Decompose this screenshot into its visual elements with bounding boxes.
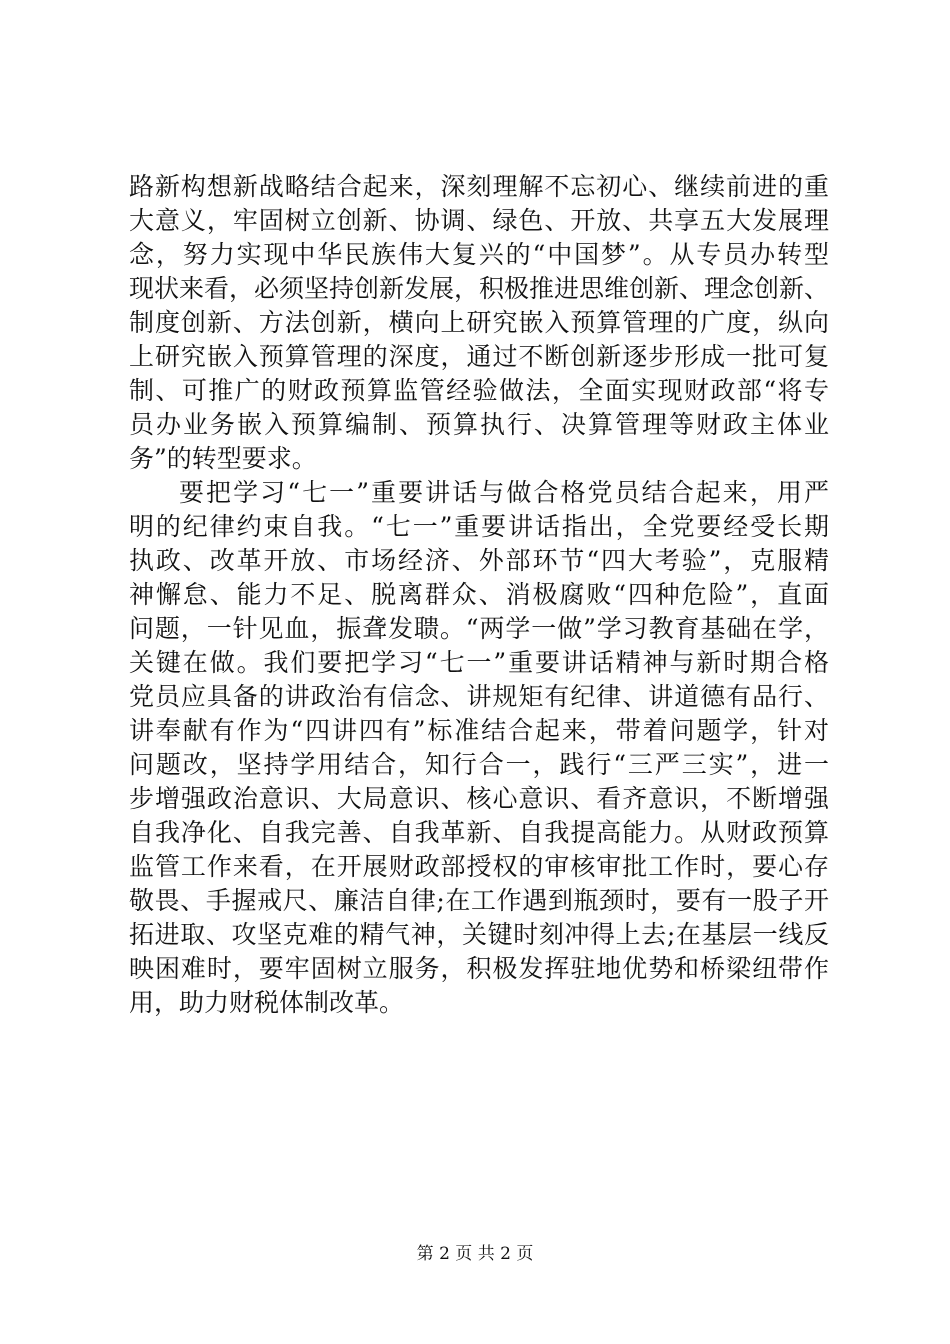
text-line: 执政、改革开放、市场经济、外部环节“四大考验”，克服精: [129, 546, 829, 575]
text-line: 问题，一针见血，振聋发聩。“两学一做”学习教育基础在学，: [129, 614, 829, 643]
text-line: 要把学习“七一”重要讲话与做合格党员结合起来，用严: [179, 478, 829, 507]
text-line: 步增强政治意识、大局意识、核心意识、看齐意识，不断增强: [129, 784, 829, 813]
text-line: 敬畏、手握戒尺、廉洁自律;在工作遇到瓶颈时，要有一股子开: [129, 886, 829, 915]
text-line: 关键在做。我们要把学习“七一”重要讲话精神与新时期合格: [129, 648, 829, 677]
text-line: 员办业务嵌入预算编制、预算执行、决算管理等财政主体业: [129, 410, 829, 439]
text-line: 映困难时，要牢固树立服务，积极发挥驻地优势和桥梁纽带作: [129, 954, 829, 983]
page-footer: 第 2 页 共 2 页: [416, 1244, 534, 1264]
text-line: 问题改，坚持学用结合，知行合一，践行“三严三实”，进一: [129, 750, 829, 779]
text-line: 监管工作来看，在开展财政部授权的审核审批工作时，要心存: [129, 852, 829, 881]
text-line: 用，助力财税体制改革。: [129, 988, 405, 1017]
text-line: 念，努力实现中华民族伟大复兴的“中国梦”。从专员办转型: [129, 240, 829, 269]
paragraph: [129, 170, 829, 476]
text-line: 大意义，牢固树立创新、协调、绿色、开放、共享五大发展理: [129, 206, 829, 235]
text-line: 务”的转型要求。: [129, 444, 317, 473]
text-line: 现状来看，必须坚持创新发展，积极推进思维创新、理念创新、: [129, 274, 830, 303]
text-line: 上研究嵌入预算管理的深度，通过不断创新逐步形成一批可复: [129, 342, 829, 371]
document-body: [129, 170, 829, 1020]
text-line: 制、可推广的财政预算监管经验做法，全面实现财政部“将专: [129, 376, 829, 405]
text-line: 党员应具备的讲政治有信念、讲规矩有纪律、讲道德有品行、: [129, 682, 829, 711]
text-line: 明的纪律约束自我。“七一”重要讲话指出，全党要经受长期: [129, 512, 829, 541]
text-line: 神懈怠、能力不足、脱离群众、消极腐败“四种危险”，直面: [129, 580, 829, 609]
text-line: 拓进取、攻坚克难的精气神，关键时刻冲得上去;在基层一线反: [129, 920, 829, 949]
text-line: 讲奉献有作为“四讲四有”标准结合起来，带着问题学，针对: [129, 716, 829, 745]
paragraph: [129, 476, 829, 1020]
text-line: 路新构想新战略结合起来，深刻理解不忘初心、继续前进的重: [129, 172, 829, 201]
text-line: 制度创新、方法创新，横向上研究嵌入预算管理的广度，纵向: [129, 308, 829, 337]
text-line: 自我净化、自我完善、自我革新、自我提高能力。从财政预算: [129, 818, 829, 847]
